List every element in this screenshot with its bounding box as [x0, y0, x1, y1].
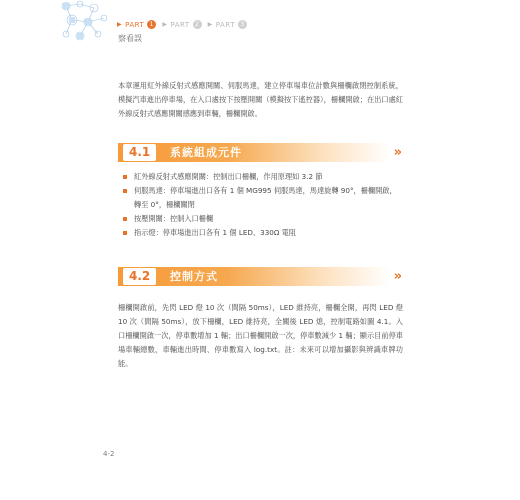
part-number-badge: 3: [238, 20, 247, 29]
double-chevron-right-icon: »: [393, 145, 402, 160]
triangle-right-icon: ▶: [117, 21, 123, 28]
triangle-right-icon: ▶: [162, 21, 168, 28]
section-bar: [118, 143, 390, 162]
component-list: [123, 170, 403, 240]
part-1-indicator: ▶ PART 1: [117, 20, 156, 29]
section-bar: [118, 267, 390, 286]
list-item: 指示燈：停車場進出口各有 1 個 LED、330Ω 電阻: [123, 226, 403, 240]
list-item: 伺服馬達：停車場進出口各有 1 個 MG995 伺服馬達，馬達旋轉 90°，柵欄開啟，轉至 0°，柵欄關閉: [123, 184, 403, 212]
square-bullet-icon: [123, 231, 127, 235]
part-navigation: [117, 20, 253, 29]
double-chevron-right-icon: »: [393, 269, 402, 284]
part-number-badge: 2: [193, 20, 202, 29]
chapter-title: 察看誤: [118, 34, 142, 43]
list-item: 紅外線反射式感應開關：控制出口柵欄，作用原理如 3.2 節: [123, 170, 403, 184]
page-number: 4-2: [103, 450, 115, 458]
control-method-paragraph: 柵欄開啟前，先閃 LED 燈 10 次（間隔 50ms），LED 維持亮，柵欄全開，再閃 LED 燈 10 次（間隔 50ms），放下柵欄，LED 維持亮，全關後 LED 熄，控制電路如圖 4.1。入口柵欄開啟一次，停車數增加 1 輛；出口柵欄開啟一次，停車數減少 1 輛；顯示目前停車場車輛總數，車輛進出時間、停車數寫入 log.txt。註：未來可以增加攝影與辨識車牌功能。: [118, 303, 403, 369]
square-bullet-icon: [123, 175, 127, 179]
square-bullet-icon: [123, 189, 127, 193]
section-heading-4-2: [118, 267, 402, 286]
section-title: 系統組成元件: [170, 146, 242, 159]
part-2-indicator: ▶ PART 2: [162, 20, 201, 29]
section-title: 控制方式: [170, 270, 218, 283]
intro-paragraph: 本章運用紅外線反射式感應開關、伺服馬達，建立停車場車位計數與柵欄啟閉控制系統，模擬汽車進出停車場，在入口處按下按壓開關（模擬按下遙控器），柵欄開啟；在出口處紅外線反射式感應開關感應到車輛，柵欄開啟。: [118, 81, 403, 119]
list-item: 按壓開關：控制入口柵欄: [123, 212, 403, 226]
section-number: 4.2: [123, 268, 156, 285]
section-number: 4.1: [123, 144, 156, 161]
section-heading-4-1: [118, 143, 402, 162]
part-3-indicator: ▶ PART 3: [208, 20, 247, 29]
network-hexagon-icon: [58, 0, 118, 46]
part-number-badge: 1: [147, 20, 156, 29]
square-bullet-icon: [123, 217, 127, 221]
triangle-right-icon: ▶: [207, 21, 213, 28]
